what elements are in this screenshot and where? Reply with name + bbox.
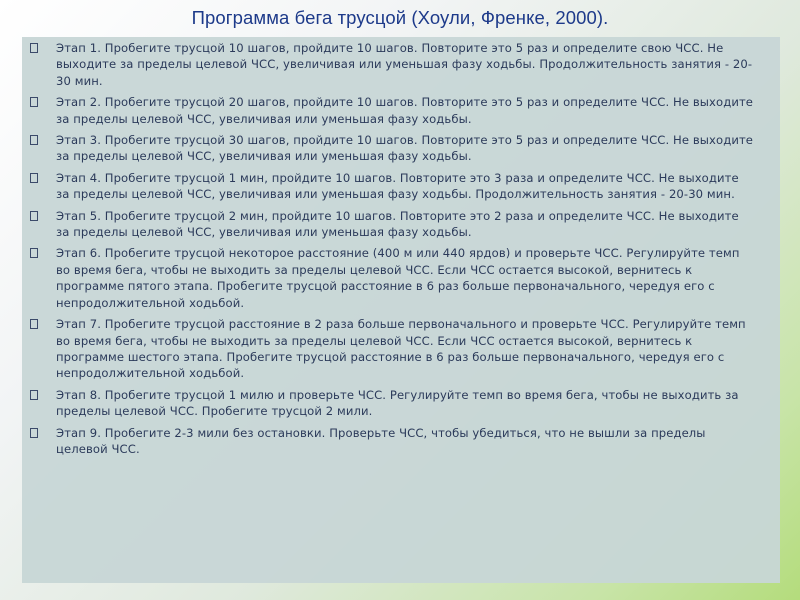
stage-text: Этап 2. Пробегите трусцой 20 шагов, пройдите 10 шагов. Повторите это 5 раз и определите ЧСС. Не выходите за пределы целевой ЧСС, увеличивая или уменьшая фазу ходьбы.: [56, 95, 754, 126]
stage-item: [24, 208, 754, 241]
bullet-icon: [30, 428, 38, 438]
stage-item: [24, 40, 754, 89]
bullet-icon: [30, 248, 38, 258]
stage-item: [24, 170, 754, 203]
stage-item: [24, 94, 754, 127]
slide-title: Программа бега трусцой (Хоули, Френке, 2000).: [191, 7, 609, 28]
stage-item: [24, 245, 754, 311]
bullet-icon: [30, 319, 38, 329]
stage-item: [24, 132, 754, 165]
stage-text: Этап 9. Пробегите 2-3 мили без остановки. Проверьте ЧСС, чтобы убедиться, что не вышли за пределы целевой ЧСС.: [56, 425, 706, 456]
stage-item: [24, 387, 754, 420]
bullet-icon: [30, 211, 38, 221]
bullet-icon: [30, 135, 38, 145]
stage-item: [24, 425, 754, 458]
stage-list: [24, 40, 754, 462]
stage-text: Этап 4. Пробегите трусцой 1 мин, пройдите 10 шагов. Повторите это 3 раза и определите ЧСС. Не выходите за пределы целевой ЧСС, увеличивая или уменьшая фазу ходьбы. Продолжительность занятия - 20-30 мин.: [56, 170, 739, 202]
bullet-icon: [30, 97, 38, 107]
stage-item: [24, 316, 754, 382]
stage-text: Этап 7. Пробегите трусцой расстояние в 2 раза больше первоначального и проверьте ЧСС. Регулируйте темп во время бега, чтобы не выходить за пределы целевой ЧСС. Если ЧСС остается высокой, вернитесь к программе шестого этапа. Пробегите трусцой расстояние в 6 раз больше первоначального, чередуя его с непродолжительной ходьбой.: [56, 317, 746, 381]
stage-text: Этап 5. Пробегите трусцой 2 мин, пройдите 10 шагов. Повторите это 2 раза и определите ЧСС. Не выходите за пределы целевой ЧСС, увеличивая или уменьшая фазу ходьбы.: [56, 208, 739, 240]
stage-text: Этап 8. Пробегите трусцой 1 милю и проверьте ЧСС. Регулируйте темп во время бега, чтобы не выходить за пределы целевой ЧСС. Пробегите трусцой 2 мили.: [56, 387, 739, 419]
stage-text: Этап 1. Пробегите трусцой 10 шагов, пройдите 10 шагов. Повторите это 5 раз и определите свою ЧСС. Не выходите за пределы целевой ЧСС, увеличивая или уменьшая фазу ходьбы. Продолжительность занятия - 20-30 мин.: [56, 41, 753, 88]
bullet-icon: [30, 390, 38, 400]
stage-text: Этап 6. Пробегите трусцой некоторое расстояние (400 м или 440 ярдов) и проверьте ЧСС. Регулируйте темп во время бега, чтобы не выходить за пределы целевой ЧСС. Если ЧСС остается высокой, вернитесь к программе пятого этапа. Пробегите трусцой расстояние в 6 раз больше первоначального, чередуя его с непродолжительной ходьбой.: [56, 246, 740, 310]
bullet-icon: [30, 173, 38, 183]
bullet-icon: [30, 43, 38, 53]
stage-text: Этап 3. Пробегите трусцой 30 шагов, пройдите 10 шагов. Повторите это 5 раз и определите ЧСС. Не выходите за пределы целевой ЧСС, увеличивая или уменьшая фазу ходьбы.: [56, 133, 754, 164]
